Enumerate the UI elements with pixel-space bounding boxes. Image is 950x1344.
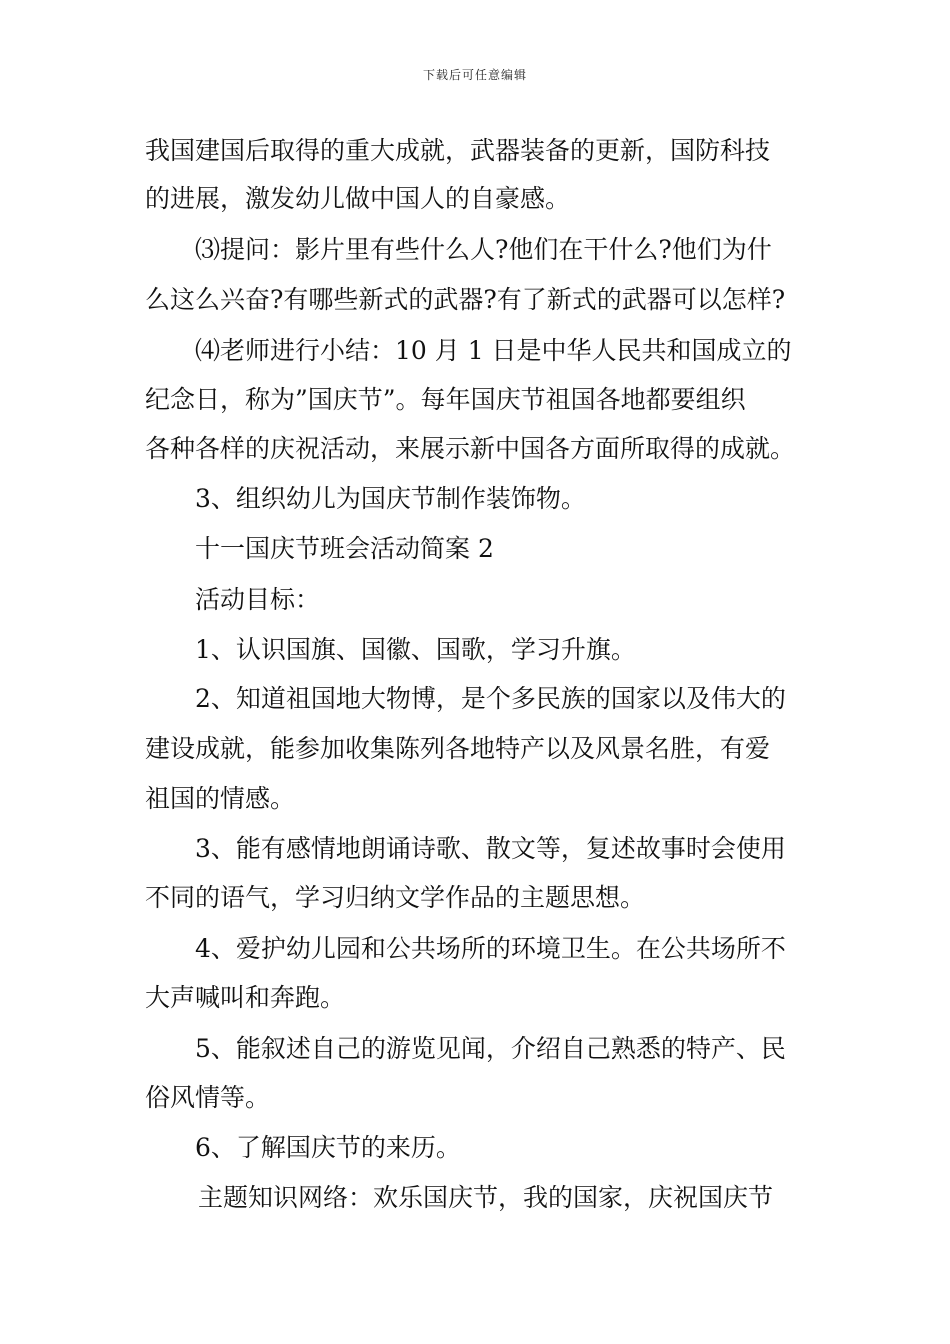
body-line: 么这么兴奋?有哪些新式的武器?有了新式的武器可以怎样? — [145, 285, 786, 314]
body-line: ⑷老师进行小结：10 月 1 日是中华人民共和国成立的 — [195, 336, 792, 365]
body-line: 纪念日，称为”国庆节”。每年国庆节祖国各地都要组织 — [145, 385, 746, 414]
body-line: 建设成就，能参加收集陈列各地特产以及风景名胜，有爱 — [145, 734, 771, 763]
body-line: 2、知道祖国地大物博，是个多民族的国家以及伟大的 — [195, 684, 786, 713]
body-line: 大声喊叫和奔跑。 — [145, 983, 346, 1012]
body-line: 不同的语气，学习归纳文学作品的主题思想。 — [145, 883, 646, 912]
body-line: 的进展，激发幼儿做中国人的自豪感。 — [145, 184, 571, 213]
body-line: 各种各样的庆祝活动，来展示新中国各方面所取得的成就。 — [145, 434, 796, 463]
body-line: ⑶提问：影片里有些什么人?他们在干什么?他们为什 — [195, 235, 772, 264]
body-line: 主题知识网络：欢乐国庆节，我的国家，庆祝国庆节 — [198, 1183, 774, 1212]
body-line: 3、能有感情地朗诵诗歌、散文等，复述故事时会使用 — [195, 834, 786, 863]
body-line: 活动目标： — [195, 585, 321, 614]
body-line: 我国建国后取得的重大成就，武器装备的更新，国防科技 — [145, 136, 771, 165]
page-header: 下载后可任意编辑 — [422, 68, 527, 82]
body-line: 6、了解国庆节的来历。 — [195, 1133, 461, 1162]
body-line: 1、认识国旗、国徽、国歌，学习升旗。 — [195, 635, 636, 664]
body-line: 5、能叙述自己的游览见闻，介绍自己熟悉的特产、民 — [195, 1034, 786, 1063]
body-line: 祖国的情感。 — [145, 784, 296, 813]
section-heading: 十一国庆节班会活动简案 2 — [195, 534, 494, 563]
body-line: 3、组织幼儿为国庆节制作装饰物。 — [195, 484, 586, 513]
body-line: 4、爱护幼儿园和公共场所的环境卫生。在公共场所不 — [195, 934, 786, 963]
body-line: 俗风情等。 — [145, 1083, 271, 1112]
